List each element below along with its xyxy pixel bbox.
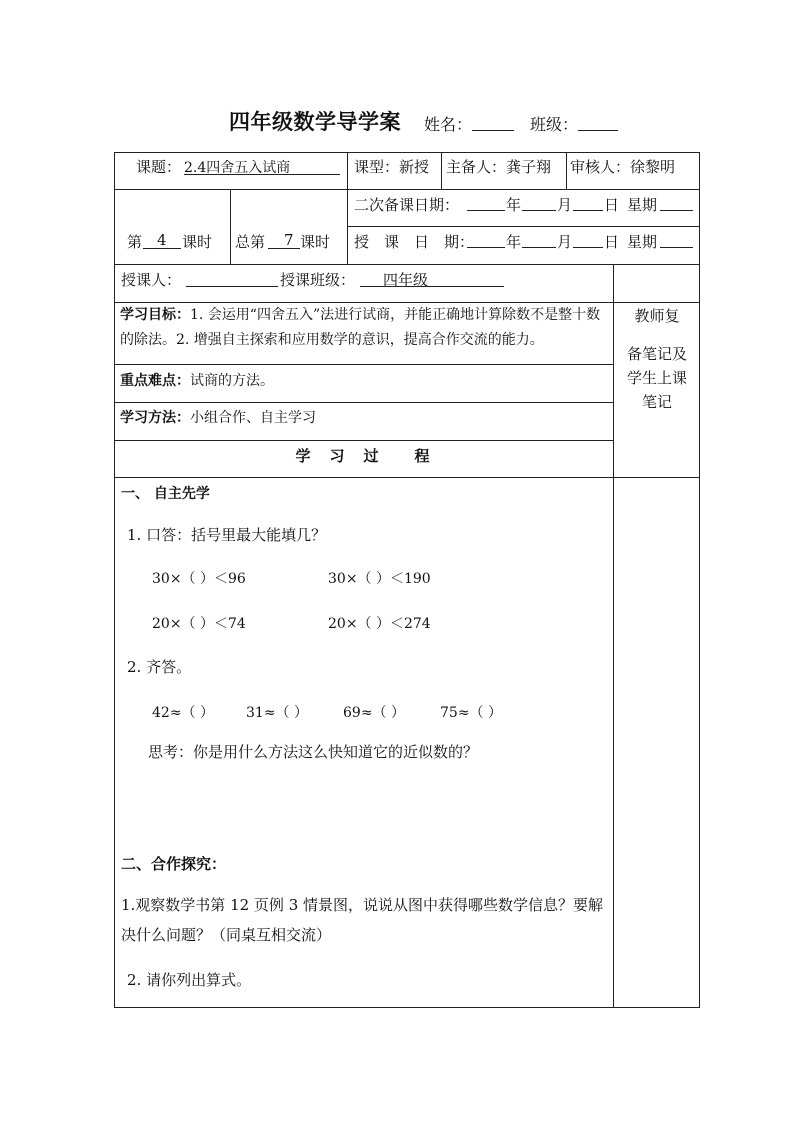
- question-oral-answer: 1. 口答：括号里最大能填几？: [127, 526, 327, 544]
- reviewer: 审核人：徐黎明: [570, 158, 676, 176]
- weekday-blank[interactable]: [660, 210, 693, 211]
- key-points-label: 重点难点：: [120, 373, 190, 389]
- learning-goals: [120, 303, 608, 353]
- column-divider: [230, 189, 231, 264]
- weekday-blank[interactable]: [660, 247, 693, 248]
- oral-item: 30×（ ）＜96: [152, 571, 246, 587]
- row-divider: [114, 402, 613, 403]
- teacher-blank[interactable]: [186, 286, 278, 287]
- side-note-line: 学生上课: [626, 369, 687, 387]
- column-divider: [566, 152, 567, 189]
- session-prefix: 第: [127, 233, 143, 251]
- key-points-text: 试商的方法。: [190, 373, 274, 389]
- year-label: 年: [506, 196, 522, 214]
- think-prompt: 思考：你是用什么方法这么快知道它的近似数的？: [148, 743, 479, 761]
- row-divider: [347, 226, 700, 227]
- student-name-blank[interactable]: [472, 130, 514, 131]
- oral-item: 20×（ ）＜74: [152, 616, 246, 632]
- question-chorus-answer: 2. 齐答。: [127, 658, 192, 676]
- topic-underline: [184, 174, 340, 175]
- learning-methods-label: 学习方法：: [120, 410, 190, 426]
- learning-goals-text: 1. 会运用“四舍五入”法进行试商，并能正确地计算除数不是整十数的除法。2. 增强自主探索和应用数学的意识，提高合作交流的能力。: [120, 307, 601, 348]
- approx-item: 69≈（ ）: [343, 705, 405, 721]
- month-label: 月: [557, 196, 573, 214]
- weekday-label: 星期: [627, 233, 658, 251]
- row-divider: [114, 189, 700, 190]
- year-label: 年: [506, 233, 522, 251]
- class-label: 授课班级：: [280, 271, 356, 289]
- row-divider: [114, 440, 613, 441]
- month-blank[interactable]: [522, 247, 556, 248]
- session-suffix: 课时: [182, 233, 213, 251]
- total-session-prefix: 总第: [235, 233, 266, 251]
- day-blank[interactable]: [573, 247, 603, 248]
- approx-item: 75≈（ ）: [440, 705, 502, 721]
- total-session-number: 7: [284, 231, 294, 249]
- write-expression-question: 2. 请你列出算式。: [127, 971, 252, 989]
- approx-item: 31≈（ ）: [246, 705, 308, 721]
- approx-item: 42≈（ ）: [152, 705, 214, 721]
- total-session-underline: [268, 248, 300, 249]
- column-divider: [347, 152, 348, 264]
- second-prep-date-label: 二次备课日期：: [354, 196, 460, 214]
- class-value: 四年级: [383, 271, 429, 289]
- student-name-label: 姓名：: [424, 115, 473, 134]
- weekday-label: 星期: [627, 196, 658, 214]
- day-label: 日: [604, 233, 620, 251]
- class-underline: [360, 286, 504, 287]
- section-cooperative-title: 二、合作探究：: [121, 855, 227, 873]
- day-label: 日: [604, 196, 620, 214]
- learning-methods-text: 小组合作、自主学习: [190, 410, 316, 426]
- column-divider: [441, 152, 442, 189]
- topic-value: 2.4四舍五入试商: [184, 160, 291, 176]
- day-blank[interactable]: [573, 210, 603, 211]
- teacher-label: 授课人：: [121, 271, 182, 289]
- student-class-label: 班级：: [530, 115, 579, 134]
- side-note-line: 备笔记及: [626, 345, 687, 363]
- document-header: [0, 104, 794, 134]
- year-blank[interactable]: [467, 210, 505, 211]
- month-blank[interactable]: [522, 210, 556, 211]
- key-points: [120, 369, 608, 394]
- student-class-blank[interactable]: [578, 130, 618, 131]
- section-self-study-title: 一、 自主先学: [121, 486, 210, 502]
- process-heading: 学 习 过 程: [295, 447, 432, 465]
- main-preparer: 主备人：龚子翔: [446, 158, 552, 176]
- learning-goals-label: 学习目标：: [120, 307, 190, 323]
- oral-item: 30×（ ）＜190: [328, 571, 431, 587]
- total-session-suffix: 课时: [300, 233, 331, 251]
- document-title: 四年级数学导学案: [229, 109, 401, 134]
- teach-date-label: 授 课 日 期：: [354, 233, 475, 251]
- side-note-line: 教师复: [634, 307, 680, 325]
- session-number: 4: [157, 231, 167, 249]
- lesson-type: 课型：新授: [354, 158, 430, 176]
- side-note-line: 笔记: [641, 393, 672, 411]
- year-blank[interactable]: [467, 247, 505, 248]
- observe-question: 1.观察数学书第 12 页例 3 情景图，说说从图中获得哪些数学信息？要解决什么问题？（同桌互相交流）: [121, 896, 604, 944]
- row-divider: [114, 364, 613, 365]
- session-number-underline: [143, 248, 181, 249]
- month-label: 月: [557, 233, 573, 251]
- topic-label: 课题：: [136, 158, 182, 176]
- learning-methods: [120, 406, 608, 431]
- oral-item: 20×（ ）＜274: [328, 616, 431, 632]
